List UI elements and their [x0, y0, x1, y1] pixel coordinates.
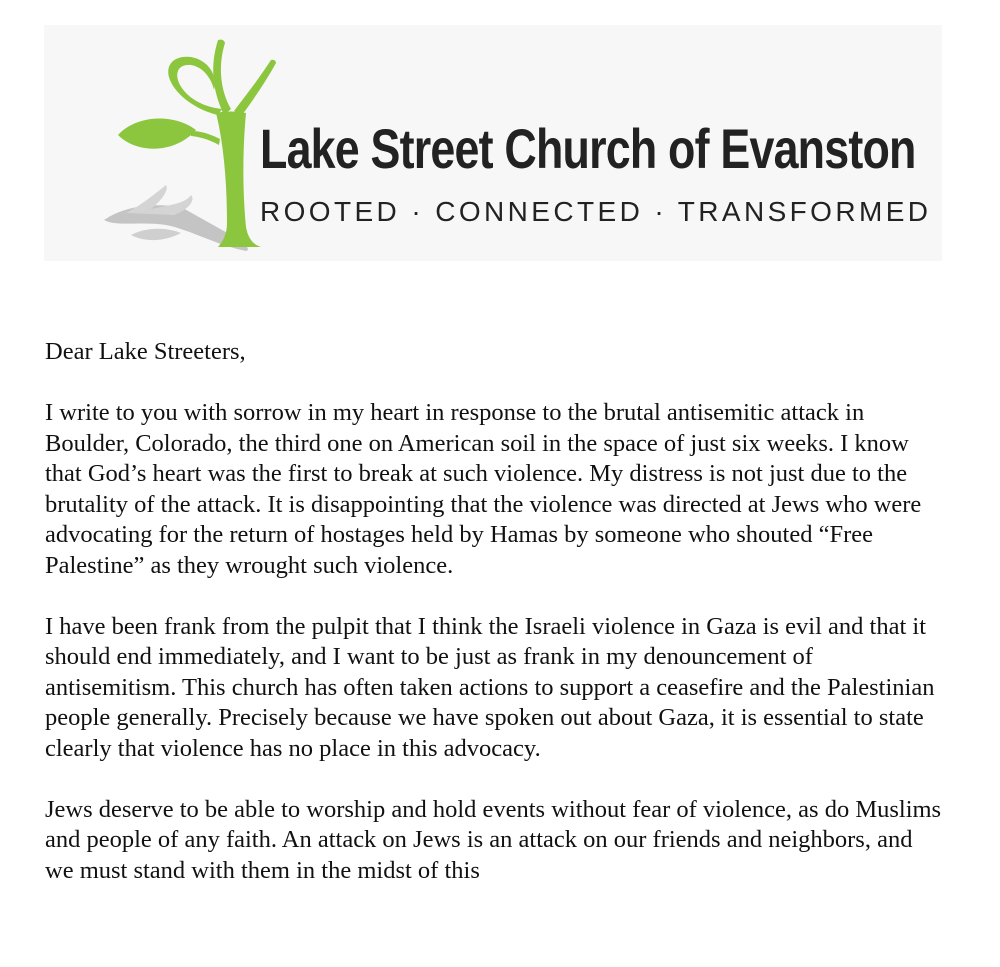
tree-shadow-leaf — [131, 229, 181, 240]
tree-branch-right-2 — [234, 60, 276, 115]
tree-leaf — [118, 119, 196, 149]
tree-logo-icon — [96, 35, 286, 265]
church-name: Lake Street Church of Evanston — [260, 117, 916, 180]
letter-paragraph: I have been frank from the pulpit that I think the Israeli violence in Gaza is evil and that it should end immediately, and I want to be just as frank in my denouncement of antisemitism. This church has often taken actions to support a ceasefire and the Palestinian people generally. Precisely because we have spoken out about Gaza, it is essential to state clearly that violence has no place in this advocacy. — [45, 612, 935, 762]
letter-body — [45, 337, 945, 917]
church-tagline: ROOTED · CONNECTED · TRANSFORMED — [260, 196, 932, 227]
header-banner — [44, 25, 942, 261]
letter-salutation: Dear Lake Streeters, — [45, 338, 246, 365]
tree-branch-right — [213, 40, 231, 115]
letter-paragraph: Jews deserve to be able to worship and hold events without fear of violence, as do Muslims and people of any faith. An attack on Jews is an attack on our friends and neighbors, and we must stand with them in the midst of this — [45, 795, 942, 884]
letter-paragraph: I write to you with sorrow in my heart in response to the brutal antisemitic attack in Boulder, Colorado, the third one on American soil in the space of just six weeks. I know that God’s heart was the first to break at such violence. My distress is not just due to the brutality of the attack. It is disappointing that the violence was directed at Jews who were advocating for the return of hostages held by Hamas by someone who shouted “Free Palestine” as they wrought such violence. — [45, 399, 922, 579]
tree-shadow-branch — [126, 185, 192, 215]
tree-trunk — [216, 112, 261, 248]
tree-leaf-stem — [191, 131, 220, 145]
